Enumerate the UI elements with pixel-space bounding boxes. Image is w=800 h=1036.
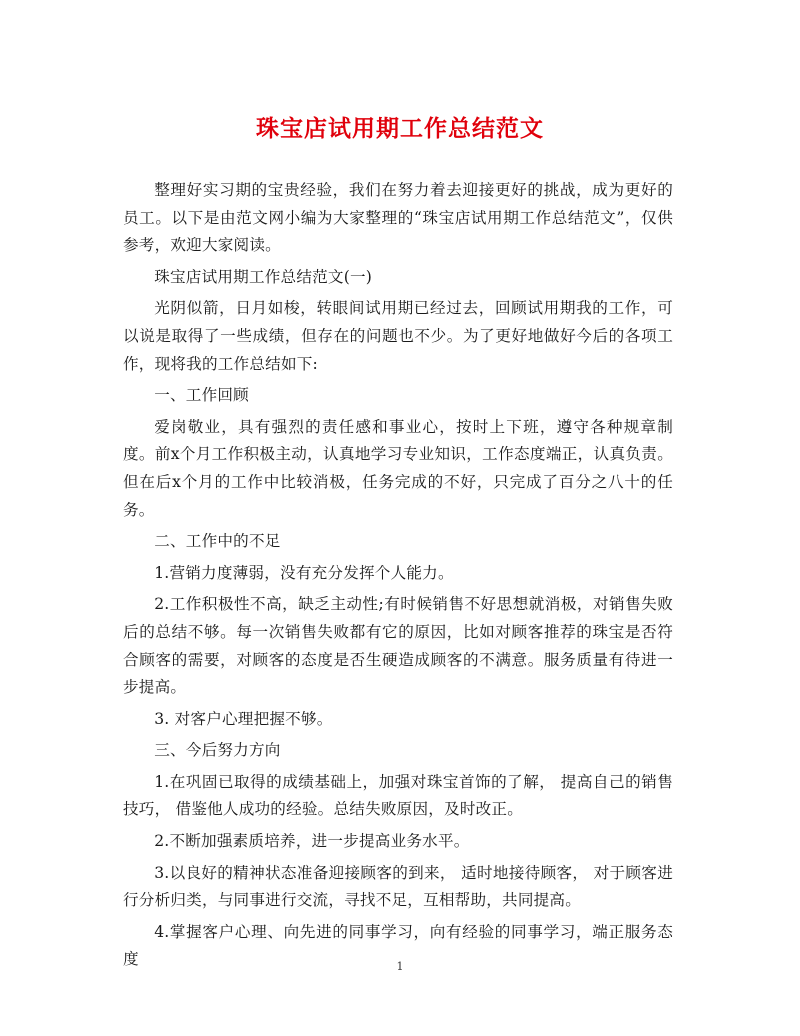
page-number: 1 [396,960,404,973]
document-title: 珠宝店试用期工作总结范文 [256,115,544,142]
list-item: 1.在巩固已取得的成绩基础上，加强对珠宝首饰的了解， 提高自己的销售技巧， 借鉴他人成功的经验。总结失败原因，及时改正。 [123,772,673,819]
body-paragraph: 光阴似箭，日月如梭，转眼间试用期已经过去，回顾试用期我的工作，可以说是取得了一些成绩，但存在的问题也不少。为了更好地做好今后的各项工作，现将我的工作总结如下: [123,299,673,373]
section-heading-future: 三、今后努力方向 [154,741,281,760]
document-body [123,177,673,974]
list-item: 4.掌握客户心理、向先进的同事学习，向有经验的同事学习，端正服务态度 [123,922,673,969]
body-paragraph: 爱岗敬业，具有强烈的责任感和事业心，按时上下班，遵守各种规章制度。前x个月工作积极主动，认真地学习专业知识，工作态度端正，认真负责。但在后x个月的工作中比较消极，任务完成的不好，只完成了百分之八十的任务。 [123,417,673,519]
section-heading-sample-one: 珠宝店试用期工作总结范文(一) [154,267,373,286]
intro-paragraph: 整理好实习期的宝贵经验，我们在努力着去迎接更好的挑战，成为更好的员工。以下是由范文网小编为大家整理的“珠宝店试用期工作总结范文”，仅供参考，欢迎大家阅读。 [123,181,673,255]
list-item: 3. 对客户心理把握不够。 [154,709,333,728]
section-heading-review: 一、工作回顾 [154,386,249,405]
section-heading-shortcomings: 二、工作中的不足 [154,532,281,551]
list-item: 2.不断加强素质培养，进一步提高业务水平。 [154,832,470,851]
list-item: 1.营销力度薄弱，没有充分发挥个人能力。 [154,563,454,582]
list-item: 2.工作积极性不高，缺乏主动性;有时候销售不好思想就消极，对销售失败后的总结不够。每一次销售失败都有它的原因，比如对顾客推荐的珠宝是否符合顾客的需要，对顾客的态度是否生硬造成顾客的不满意。服务质量有待进一步提高。 [123,595,673,697]
list-item: 3.以良好的精神状态准备迎接顾客的到来， 适时地接待顾客， 对于顾客进行分析归类，与同事进行交流，寻找不足，互相帮助，共同提高。 [123,863,673,910]
